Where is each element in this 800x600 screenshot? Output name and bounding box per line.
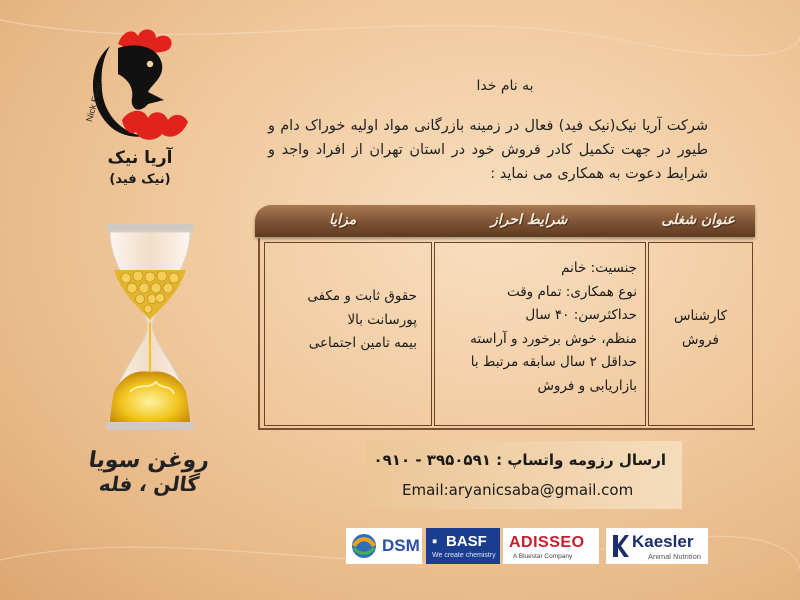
requirement-item: نوع همکاری: تمام وقت: [506, 283, 637, 300]
dsm-mark-icon: [349, 531, 379, 561]
header-job-title: عنوان شغلی: [661, 212, 735, 228]
job-title-line: کارشناس: [673, 308, 728, 324]
email-address[interactable]: Email:aryanicsaba@gmail.com: [402, 481, 634, 499]
requirement-item: بازاریابی و فروش: [537, 377, 637, 394]
requirements-cell: [434, 242, 646, 426]
dsm-logo: DSM: [346, 528, 422, 564]
whatsapp-contact: ارسال رزومه واتساپ : ۳۹۵۰۵۹۱ - ۰۹۱۰: [373, 451, 666, 469]
header-requirements: شرایط احراز: [491, 212, 568, 228]
product-name: روغن سویا: [86, 448, 212, 473]
benefit-item: حقوق ثابت و مکفی: [307, 288, 417, 304]
brand-subtitle: (نیک فید): [109, 172, 171, 187]
job-title-cell: [648, 242, 753, 426]
requirement-item: منظم، خوش برخورد و آراسته: [470, 330, 637, 347]
job-title-line: فروش: [682, 331, 719, 348]
adisseo-logo: ADISSEO A Bluestar Company: [503, 528, 599, 564]
benefit-item: پورسانت بالا: [347, 311, 417, 328]
requirement-item: حداقل ۲ سال سابقه مرتبط با: [470, 354, 637, 370]
basmala-heading: به نام خدا: [476, 78, 534, 94]
benefits-cell: [264, 242, 432, 426]
contact-box: [366, 441, 682, 509]
header-benefits: مزایا: [329, 212, 357, 228]
hourglass-soybean-oil-image: [100, 222, 200, 432]
requirement-item: حداکثرسن: ۴۰ سال: [525, 307, 637, 323]
brand-name: آریا نیک: [107, 148, 173, 168]
kaesler-mark-icon: [610, 533, 630, 559]
product-packaging: گالن ، فله: [97, 472, 201, 496]
benefit-item: بیمه تامین اجتماعی: [308, 335, 417, 351]
kaesler-logo: Kaesler Animal Nutrition: [606, 528, 708, 564]
brand-logo: [78, 24, 198, 154]
logo-text: Nick Feed: [84, 81, 105, 123]
basf-logo: ▪ BASF We create chemistry: [426, 528, 500, 564]
requirement-item: جنسیت: خانم: [561, 260, 637, 276]
job-table: [258, 238, 755, 430]
intro-paragraph: شرکت آریا نیک(نیک فید) فعال در زمینه بازرگانی مواد اولیه خوراک دام و طیور در جهت تکمیل کادر فروش خود در استان تهران از افراد واجد و شرایط دعوت به همکاری می نماید :: [268, 118, 708, 182]
table-header-bar: [255, 205, 755, 237]
